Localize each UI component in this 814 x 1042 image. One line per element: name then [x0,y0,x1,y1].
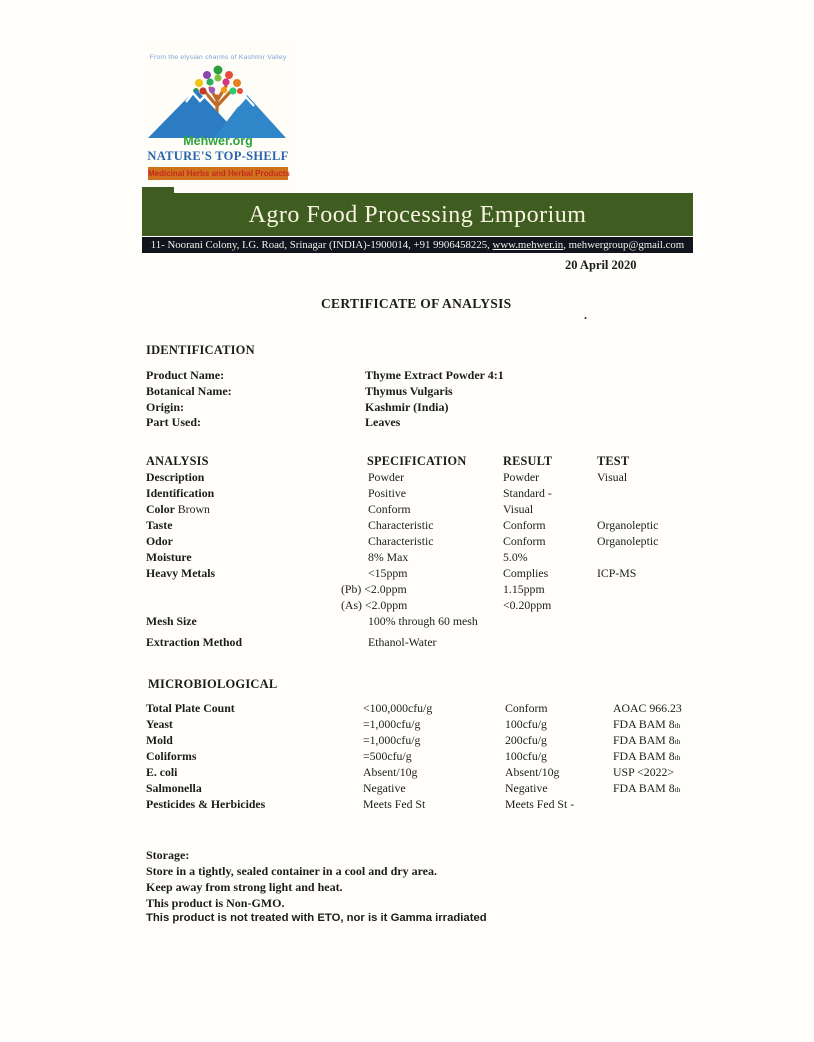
col-header-analysis: ANALYSIS [146,454,209,468]
identification-row [146,368,504,384]
identification-row [146,400,504,416]
logo-strip: Medicinal Herbs and Herbal Products [148,169,290,178]
logo-site-name: Mehwer.org [183,134,253,148]
identification-table [146,368,504,431]
storage-heading: Storage: [146,848,190,862]
field-label: Origin: [146,399,184,414]
field-label: Part Used: [146,415,201,430]
field-value: Leaves [365,415,401,430]
field-value: Thymus Vulgaris [365,383,453,398]
address-bar [142,237,693,253]
stray-period: . [584,308,587,322]
certificate-page: From the elysian charms of Kashmir Valley Mehwer.org NATURE'S TOP-SHELF Medicinal Herbs and Herbal Products Agro Food Processing Emporium 11- Noorani Colony, I.G. Road, Srinagar (INDIA)-1900014, +91 9906458225, www.mehwer.in, mehwergroup@gmail.com 20 April 2020 CERTIFICATE OF ANALYSIS . IDENTIFICATION Product Name: Thyme Extract Powder 4:1 Botanical Name: Thymus Vulgaris Origin: Kashmir (India) Part Used: Leaves ANALYSIS SPECIFICATION RESULT TEST Description Powder Powder Visual Identification Positive Standard - Color Brown Conform Visual Taste Characteristic Conform Organoleptic Odor Characteristic Conform Organoleptic Moisture 8% Max 5.0% Heavy Metals <15ppm Complies ICP-MS (Pb) <2.0ppm 1.15ppm (As) <2.0ppm <0.20ppm Mesh Size 100% through 60 mesh Extraction Method Ethanol-Water MICROBIOLOGICAL Total Plate Count <100,000cfu/g Conform AOAC 966.23 Yeast =1,000cfu/g 100cfu/g FDA BAM 8th Mold =1,000cfu/g 200cfu/g FDA BAM 8th Coliforms =500cfu/g 100cfu/g FDA BAM 8th E. coli Absent/10g Absent/10g USP <2022> Salmonella Negative Negative FDA BAM 8th Pesticides & Herbicides Meets Fed St Meets Fed St - Storage: Store in a tightly, sealed container in a cool and dry area. Keep away from strong light and heat. This product is Non-GMO. This product is not treated with ETO, nor is it Gamma irradiated [0,0,814,1042]
field-value: Kashmir (India) [365,399,449,414]
col-header-result: RESULT [503,454,553,468]
document-date: 20 April 2020 [565,258,637,272]
identification-row [146,415,504,431]
identification-heading: IDENTIFICATION [146,343,255,357]
col-header-test: TEST [597,454,630,468]
microbiological-heading: MICROBIOLOGICAL [148,677,278,691]
company-name-banner: Agro Food Processing Emporium [142,193,693,236]
website-link[interactable]: www.mehwer.in [492,239,564,251]
storage-line: Store in a tightly, sealed container in a cool and dry area. [146,864,438,878]
storage-section [146,848,487,928]
identification-row [146,384,504,400]
field-label: Product Name: [146,368,225,382]
address-separator: , [563,239,569,251]
storage-line: This product is not treated with ETO, nor is it Gamma irradiated [146,912,487,924]
company-logo [146,42,290,186]
logo-art [146,62,290,140]
storage-line: This product is Non-GMO. [146,896,285,910]
address-text: 11- Noorani Colony, I.G. Road, Srinagar (INDIA)-1900014, +91 9906458225, [150,239,493,251]
page-title: CERTIFICATE OF ANALYSIS [321,296,512,311]
col-header-specification: SPECIFICATION [367,454,467,468]
logo-tagline: From the elysian charms of Kashmir Valley [149,54,287,61]
logo-slogan: NATURE'S TOP-SHELF [147,149,289,163]
field-label: Botanical Name: [146,383,232,398]
storage-line: Keep away from strong light and heat. [146,880,343,894]
email-text: mehwergroup@gmail.com [568,239,685,251]
field-value: Thyme Extract Powder 4:1 [365,368,504,382]
